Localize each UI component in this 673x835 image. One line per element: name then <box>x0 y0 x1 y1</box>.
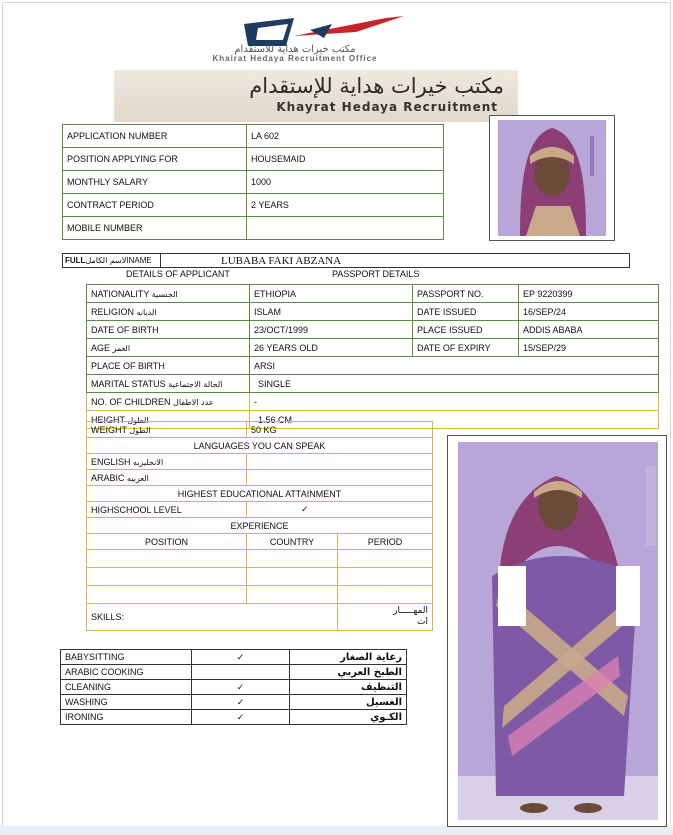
table-row <box>87 534 433 550</box>
table-row <box>63 194 444 217</box>
table-row <box>87 393 659 411</box>
languages-title: LANGUAGES YOU CAN SPEAK <box>87 438 433 454</box>
languages-table <box>86 421 433 631</box>
skill-ar: الغسيل <box>290 695 407 710</box>
mobile-value <box>247 217 444 240</box>
arabic-value <box>247 470 433 486</box>
place-of-birth-label: PLACE OF BIRTH <box>87 357 250 375</box>
table-row <box>87 550 433 568</box>
english-value <box>247 454 433 470</box>
date-issued-value: 16/SEP/24 <box>519 303 659 321</box>
place-issued-value: ADDIS ABABA <box>519 321 659 339</box>
arabic-label: ARABIC <box>91 472 125 483</box>
expiry-value: 15/SEP/29 <box>519 339 659 357</box>
place-of-birth-value: ARSI <box>250 357 659 375</box>
skill-en: ARABIC COOKING <box>61 665 192 680</box>
table-row <box>87 375 659 393</box>
table-row <box>63 148 444 171</box>
religion-value: ISLAM <box>250 303 413 321</box>
education-level: HIGHSCHOOL LEVEL <box>87 502 247 518</box>
table-row <box>87 486 433 502</box>
education-check-icon: ✓ <box>247 502 433 518</box>
children-value: - <box>250 393 659 411</box>
skill-check-icon: ✓ <box>192 710 290 725</box>
experience-col-period: PERIOD <box>338 534 433 550</box>
skills-arabic-b: ات <box>417 617 429 627</box>
height-value: 1.56 CM <box>250 411 659 429</box>
skills-label: SKILLS: <box>87 604 338 631</box>
weight-arabic: الطول <box>129 425 151 435</box>
skills-arabic-a: المهـــــار <box>393 606 429 616</box>
table-row <box>87 518 433 534</box>
experience-col-position: POSITION <box>87 534 247 550</box>
contract-label: CONTRACT PERIOD <box>63 194 247 217</box>
table-row <box>87 303 659 321</box>
table-row <box>87 604 433 631</box>
table-row <box>63 171 444 194</box>
experience-title: EXPERIENCE <box>87 518 433 534</box>
table-row <box>87 568 433 586</box>
table-row <box>87 586 433 604</box>
table-row <box>87 285 659 303</box>
skill-en: IRONING <box>61 710 192 725</box>
passport-no-label: PASSPORT NO. <box>413 285 519 303</box>
height-arabic: الطول <box>127 415 149 425</box>
children-label: NO. OF CHILDREN <box>91 396 171 407</box>
details-header: DETAILS OF APPLICANT <box>126 269 230 279</box>
position-value: HOUSEMAID <box>247 148 444 171</box>
children-arabic: عدد الاطفال <box>173 397 214 407</box>
arabic-arabic: العربيه <box>127 473 149 483</box>
table-row <box>87 502 433 518</box>
application-table <box>62 124 444 240</box>
age-value: 26 YEARS OLD <box>250 339 413 357</box>
marital-value: SINGLE <box>250 375 659 393</box>
skill-ar: الكـوي <box>290 710 407 725</box>
dob-label: DATE OF BIRTH <box>87 321 250 339</box>
application-number-value: LA 602 <box>247 125 444 148</box>
skill-check-icon: ✓ <box>192 650 290 665</box>
skill-check-icon: ✓ <box>192 680 290 695</box>
place-issued-label: PLACE ISSUED <box>413 321 519 339</box>
age-arabic: العمر <box>112 343 131 353</box>
banner-english-title: Khayrat Hedaya Recruitment <box>276 100 498 114</box>
full-label-b: NAME <box>128 256 152 265</box>
table-row <box>61 710 407 725</box>
table-row <box>87 339 659 357</box>
contract-value: 2 YEARS <box>247 194 444 217</box>
skill-en: CLEANING <box>61 680 192 695</box>
english-arabic: الانجليزيه <box>133 457 164 467</box>
table-row <box>87 422 433 438</box>
expiry-label: DATE OF EXPIRY <box>413 339 519 357</box>
education-title: HIGHEST EDUCATIONAL ATTAINMENT <box>87 486 433 502</box>
skill-check-icon <box>192 665 290 680</box>
full-label-a: FULL <box>65 256 86 265</box>
nationality-value: ETHIOPIA <box>250 285 413 303</box>
full-name-table <box>62 253 630 268</box>
marital-arabic: الحالة الاجتماعية <box>168 379 223 389</box>
table-row <box>61 680 407 695</box>
details-table <box>86 284 659 429</box>
table-row <box>87 454 433 470</box>
date-issued-label: DATE ISSUED <box>413 303 519 321</box>
table-row <box>87 470 433 486</box>
application-number-label: APPLICATION NUMBER <box>63 125 247 148</box>
table-row <box>63 125 444 148</box>
full-name-value: LUBABA FAKI ABZANA <box>161 254 630 268</box>
skills-table <box>60 649 407 725</box>
skill-check-icon: ✓ <box>192 695 290 710</box>
table-row <box>61 650 407 665</box>
banner-arabic-title: مكتب خيرات هداية للإستقدام <box>249 74 504 98</box>
weight-label: WEIGHT <box>91 424 127 435</box>
skill-en: WASHING <box>61 695 192 710</box>
table-row <box>61 665 407 680</box>
age-label: AGE <box>91 342 111 353</box>
nationality-arabic: الجنسية <box>151 289 178 299</box>
position-label: POSITION APPLYING FOR <box>63 148 247 171</box>
mobile-label: MOBILE NUMBER <box>63 217 247 240</box>
skill-ar: رعاية الصغار <box>290 650 407 665</box>
dob-value: 23/OCT/1999 <box>250 321 413 339</box>
applicant-portrait-photo <box>489 115 615 241</box>
table-row <box>87 438 433 454</box>
english-label: ENGLISH <box>91 456 131 467</box>
skill-ar: التنظيف <box>290 680 407 695</box>
weight-value: 50 KG <box>247 422 433 438</box>
applicant-full-body-photo <box>447 435 667 827</box>
table-row <box>61 695 407 710</box>
salary-value: 1000 <box>247 171 444 194</box>
table-row <box>87 321 659 339</box>
passport-no-value: EP 9220399 <box>519 285 659 303</box>
logo-arabic-text: مكتب خيرات هداية للاستقدام <box>234 44 356 55</box>
height-label: HEIGHT <box>91 414 125 425</box>
skill-ar: الطبخ العربي <box>290 665 407 680</box>
skill-en: BABYSITTING <box>61 650 192 665</box>
logo-english-text: Khairat Hedaya Recruitment Office <box>212 54 378 63</box>
table-row <box>63 217 444 240</box>
salary-label: MONTHLY SALARY <box>63 171 247 194</box>
religion-arabic: الديانه <box>136 307 157 317</box>
passport-header: PASSPORT DETAILS <box>332 269 420 279</box>
marital-label: MARITAL STATUS <box>91 378 166 389</box>
religion-label: RELIGION <box>91 306 135 317</box>
nationality-label: NATIONALITY <box>91 288 150 299</box>
table-row <box>63 254 630 268</box>
full-label-arabic: الاسم الكامل <box>85 256 129 265</box>
experience-col-country: COUNTRY <box>247 534 338 550</box>
table-row <box>87 357 659 375</box>
